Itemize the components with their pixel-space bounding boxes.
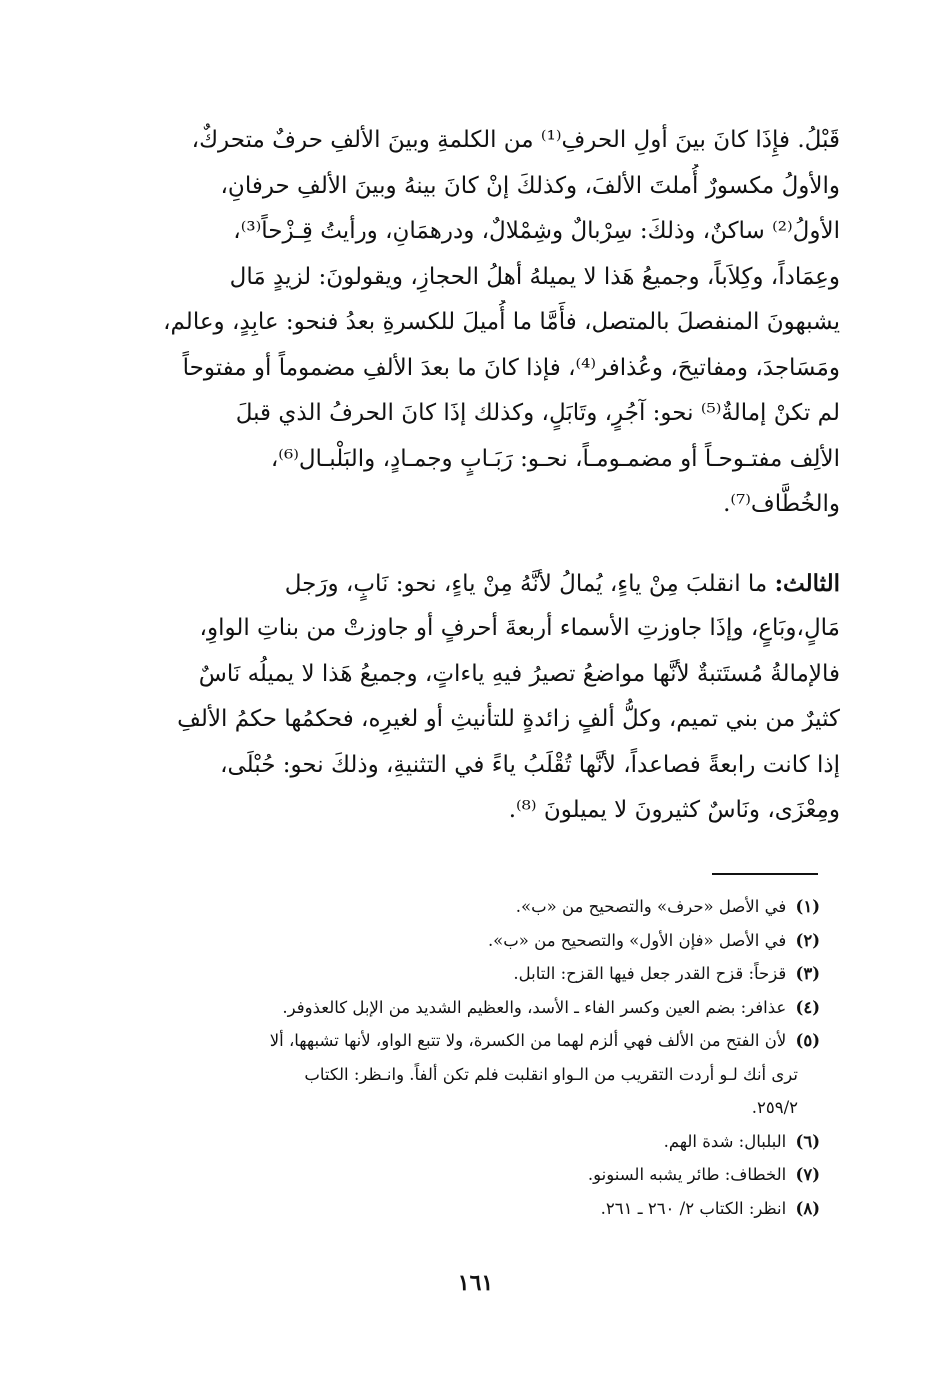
main-text xyxy=(112,118,840,834)
footnote-number: (٦) xyxy=(795,1131,820,1151)
footnotes xyxy=(118,890,820,1225)
paragraph-1 xyxy=(112,118,840,528)
footnote-item xyxy=(118,924,820,958)
text-line: يشبهونَ المنفصلَ بالمتصل، فأَمَّا ما أُميلَ للكسرةِ بعدُ فنحو: عابِدٍ، وعالم، xyxy=(163,309,840,335)
footnote-text: البلبال: شدة الهم. xyxy=(663,1131,787,1151)
footnote-text: في الأصل «حرف» والتصحيح من «ب». xyxy=(515,897,787,916)
text-line xyxy=(112,561,840,607)
footnote-number: (١) xyxy=(795,897,820,916)
footnote-item xyxy=(118,1024,820,1058)
footnote-text: لأن الفتح من الألف فهي ألزم لهما من الكسرة، ولا تتبع الواو، لأنها تشبهها، ألا xyxy=(269,1031,787,1050)
footnote-item xyxy=(118,991,820,1025)
text-line: إذا كانت رابعةً فصاعداً، لأنَّها تُقْلَبُ ياءً في التثنيةِ، وذلكَ نحو: حُبْلَى، xyxy=(220,751,840,778)
text-line: والخُطَّاف⁽⁷⁾. xyxy=(723,491,840,517)
text-line: لم تكنْ إمالةٌ⁽⁵⁾ نحو: آجُرٍ، وتَابَلٍ، وكذلك إذَا كانَ الحرفُ الذي قبلَ xyxy=(235,400,840,426)
footnote-number: (٣) xyxy=(795,964,820,983)
footnote-item xyxy=(118,1158,820,1192)
text-line: ومَسَاجدَ، ومفاتيحَ، وعُذافر⁽⁴⁾، فإذا كانَ ما بعدَ الألفِ مضموماً أو مفتوحاً xyxy=(182,354,840,381)
footnote-number: (٤) xyxy=(795,997,820,1017)
footnote-text: الخطاف: طائر يشبه السنونو. xyxy=(587,1165,787,1184)
footnote-divider xyxy=(712,873,818,875)
page-number: ١٦١ xyxy=(457,1270,494,1296)
text-line: وعِمَاداً، وكِلاَباً، وجميعُ هَذا لا يميلهُ أهلُ الحجازِ، ويقولونَ: لزيدٍ مَال xyxy=(229,263,840,290)
footnote-number: (٨) xyxy=(795,1198,820,1218)
footnote-text: في الأصل «فإن الأول» والتصحيح من «ب». xyxy=(487,930,787,950)
footnote-item xyxy=(118,890,820,924)
section-lead: الثالث: xyxy=(774,569,840,597)
text-line: الأولُ⁽²⁾ ساكنٌ، وذلكَ: سِرْبالٌ وشِمْلالٌ، ودرهمَانِ، ورأيتُ قِـزْحاً⁽³⁾، xyxy=(233,218,840,244)
footnote-text: عذافر: بضم العين وكسر الفاء ـ الأسد، والعظيم الشديد من الإبل كالعذوفر. xyxy=(282,997,787,1017)
text-line-content: ما انقلبَ مِنْ ياءٍ، يُمالُ لأنَّهُ مِنْ ياءٍ، نحو: نَابٍ، ورَجل xyxy=(284,570,768,597)
text-line: مَالٍ،وبَاعٍ، وإذَا جاوزتِ الأسماء أربعةَ أحرفٍ أو جاوزتْ من بناتِ الواوِ، xyxy=(199,615,840,641)
footnote-number: (٥) xyxy=(795,1031,820,1050)
paragraph-2 xyxy=(112,561,840,834)
text-line: والأولُ مكسورٌ أُملتَ الألفَ، وكذلكَ إنْ كانَ بينهُ وبينَ الألفِ حرفانِ، xyxy=(220,172,840,199)
footnote-number: (٢) xyxy=(795,930,820,950)
footnote-text: قزحاً: قزح القدر جعل فيها القزح: التابل. xyxy=(513,964,787,983)
text-line: كثيرٌ من بني تميم، وكلُّ ألفٍ زائدةٍ للتأنيثِ أو لغيرِه، فحكمُها حكمُ الألفِ xyxy=(177,706,840,732)
text-line: فالإمالةُ مُستَتبةٌ لأنَّها مواضعُ تصيرُ فيهِ ياءاتٍ، وجميعُ هَذا لا يميلُه نَاسٌ xyxy=(198,660,840,687)
footnote-continuation: ترى أنك لـو أردت التقريب من الـواو انقلبت فلم تكن ألفاً. وانـظر: الكتاب xyxy=(304,1064,798,1084)
footnote-item xyxy=(118,1125,820,1159)
footnote-text: انظر: الكتاب ٢/ ٢٦٠ ـ ٢٦١. xyxy=(600,1198,787,1218)
text-line: الألِف مفتـوحـاً أو مضمـومـاً، نحـو: رَبَـابٍ وجمـادٍ، والبَلْبـال⁽⁶⁾، xyxy=(270,445,840,472)
text-line: قَبْلُ. فإِذَا كانَ بينَ أولِ الحرفِ⁽¹⁾ من الكلمةِ وبينَ الألفِ حرفٌ متحركٌ، xyxy=(191,127,840,153)
text-line: ومِعْزَى، ونَاسٌ كثيرونَ لا يميلونَ ⁽⁸⁾. xyxy=(508,797,840,823)
footnote-item xyxy=(118,957,820,991)
footnote-continuation: ٢٥٩/٢. xyxy=(751,1098,798,1117)
footnote-item xyxy=(118,1192,820,1226)
footnote-number: (٧) xyxy=(795,1165,820,1184)
